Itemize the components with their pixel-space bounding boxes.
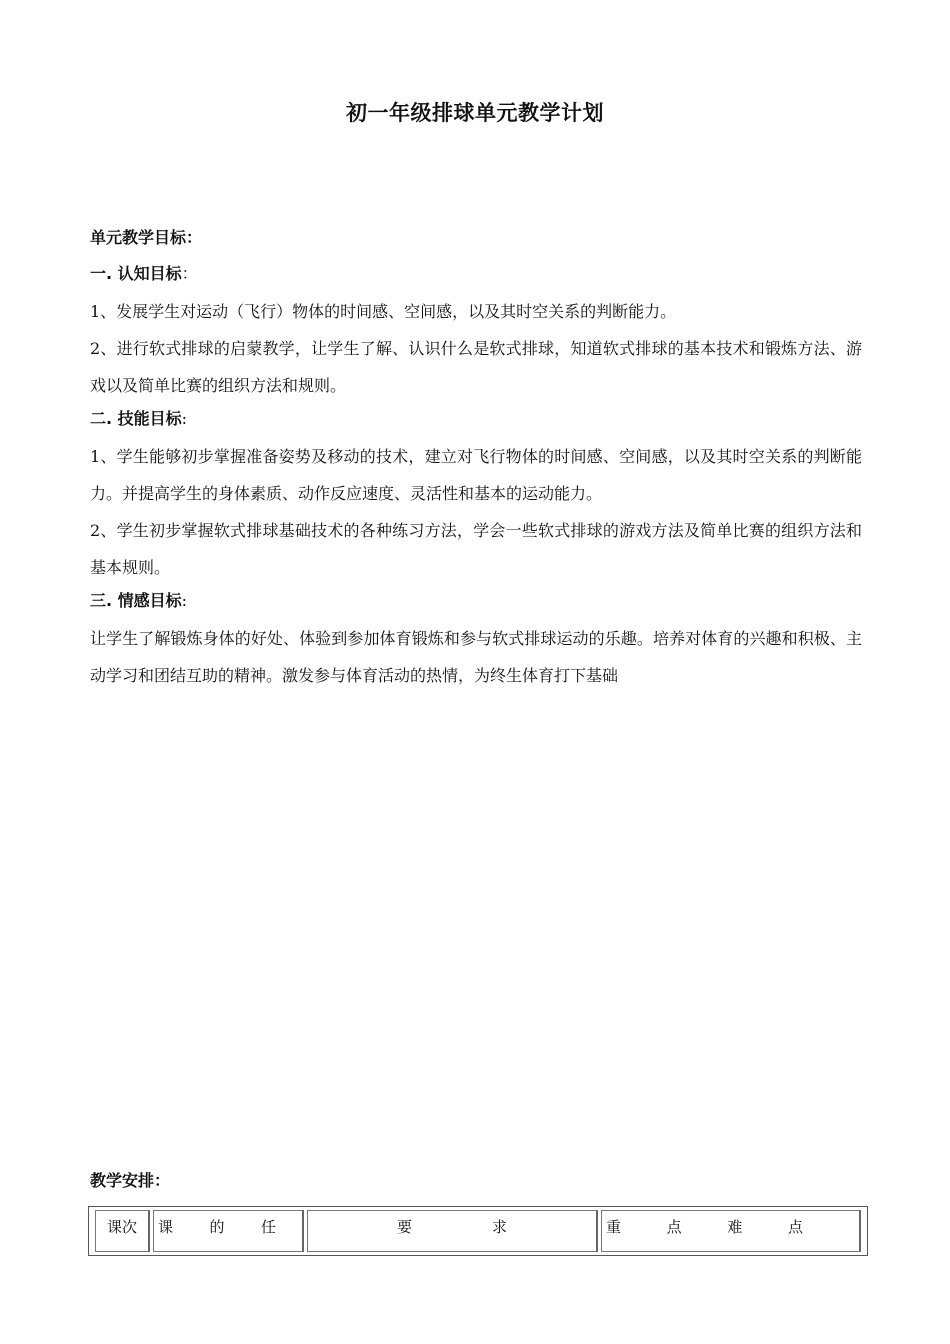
section-heading-text: 三. 情感目标: [90, 591, 182, 610]
header-char: 任: [260, 1218, 276, 1236]
header-char: 课: [158, 1218, 174, 1236]
paragraph: 1、发展学生对运动（飞行）物体的时间感、空间感，以及其时空关系的判断能力。: [90, 302, 677, 321]
section-heading-colon: ：: [181, 264, 198, 283]
header-char: 求: [491, 1218, 507, 1236]
arrangement-table: [88, 1206, 868, 1256]
header-char: 要: [397, 1218, 413, 1236]
document-title: 初一年级排球单元教学计划: [346, 101, 604, 125]
teaching-arrangement-heading: 教学安排：: [90, 1171, 171, 1190]
header-char: 点: [787, 1218, 803, 1236]
unit-goals-heading: 单元教学目标：: [90, 228, 203, 247]
header-requirements: [307, 1210, 598, 1252]
header-char: 重: [606, 1218, 622, 1236]
section-emotion: [90, 588, 862, 694]
section-heading-colon: :: [181, 409, 188, 428]
section-heading: [90, 588, 862, 614]
table-header-row: [95, 1210, 861, 1252]
header-char: 的: [209, 1218, 225, 1236]
header-key-difficult-points: [601, 1210, 861, 1252]
section-cognitive: [90, 261, 862, 404]
header-lesson-number: 课次: [95, 1210, 150, 1252]
document-body: [90, 225, 862, 694]
header-char: 点: [666, 1218, 682, 1236]
section-heading-text: 二. 技能目标: [90, 409, 182, 428]
paragraph: 让学生了解锻炼身体的好处、体验到参加体育锻炼和参与软式排球运动的乐趣。培养对体育的兴趣和积极、主动学习和团结互助的精神。激发参与体育活动的热情，为终生体育打下基础: [90, 629, 862, 685]
header-char: 难: [727, 1218, 743, 1236]
header-lesson-task: [153, 1210, 304, 1252]
paragraph: 2、进行软式排球的启蒙教学，让学生了解、认识什么是软式排球，知道软式排球的基本技术和锻炼方法、游戏以及简单比赛的组织方法和规则。: [90, 339, 862, 395]
section-skill: [90, 406, 862, 586]
section-heading: [90, 261, 862, 287]
paragraph: 1、学生能够初步掌握准备姿势及移动的技术，建立对飞行物体的时间感、空间感，以及其时空关系的判断能力。并提高学生的身体素质、动作反应速度、灵活性和基本的运动能力。: [90, 447, 862, 503]
section-heading-text: 一. 认知目标: [90, 264, 182, 283]
paragraph: 2、学生初步掌握软式排球基础技术的各种练习方法，学会一些软式排球的游戏方法及简单比赛的组织方法和基本规则。: [90, 521, 862, 577]
section-heading-colon: :: [181, 591, 188, 610]
section-heading: [90, 406, 862, 432]
